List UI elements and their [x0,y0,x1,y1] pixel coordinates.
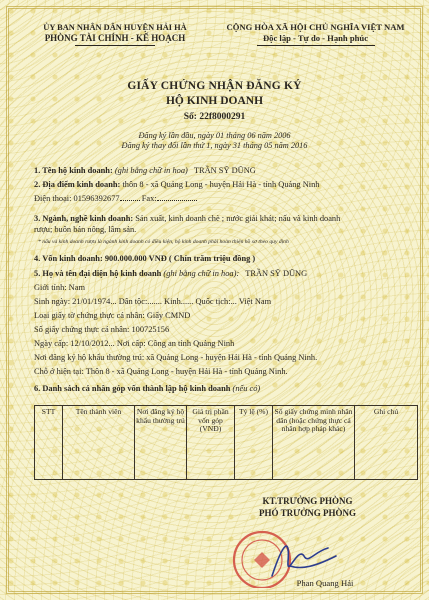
table-header: Giá trị phần vốn góp (VNĐ) [187,406,235,480]
ethnic-value: Kinh [164,297,181,306]
certificate-subtitle: HỘ KINH DOANH [165,95,264,107]
certificate-title: GIẤY CHỨNG NHẬN ĐĂNG KÝ [127,80,302,92]
business-address-value: thôn 8 - xã Quảng Long - huyện Hải Hà - tỉnh Quảng Ninh [122,180,320,189]
business-address-label: 2. Địa điểm kinh doanh: [34,180,121,189]
national-header [213,22,418,46]
capital-label: 4. Vốn kinh doanh: [34,254,103,263]
national-name: CỘNG HÒA XÃ HỘI CHỦ NGHĨA VIỆT NAM [226,22,405,32]
contributors-table [34,405,418,480]
business-name-label: 1. Tên hộ kinh doanh: [34,166,113,175]
table-header: Tỷ lệ (%) [235,406,273,480]
id-number-value: 100725156 [131,325,170,334]
first-registration: Đăng ký lần đầu, ngày 01 tháng 06 năm 2006 [138,131,291,140]
table-header: Ghi chú [355,406,418,480]
nationality-label: Quốc tịch: [195,297,231,306]
trade-line-2 [34,225,419,235]
representative-line [34,269,419,279]
representative-label: 5. Họ và tên đại diện hộ kinh doanh [34,269,162,278]
issue-date-value: 12/10/2012 [70,339,109,348]
permanent-address-line [34,353,419,363]
id-type-line [34,311,419,321]
fax-label: Fax: [141,194,157,203]
dob-label: Sinh ngày: [34,297,71,306]
certificate-number: Số: 22f8000291 [183,112,246,122]
phone-label: Điện thoại: [34,194,72,203]
representative-value: TRẦN SỸ DŨNG [245,269,308,278]
phone-value: 01596392677 [73,194,120,203]
capital-words: ( Chín trăm triệu đồng ) [168,254,256,263]
business-address-line [34,180,419,190]
gender-line [34,283,419,293]
issuer-authority: ỦY BAN NHÂN DÂN HUYỆN HẢI HÀ [43,23,187,32]
trade-label: 3. Ngành, nghề kinh doanh: [34,214,134,223]
permanent-address-label: Nơi đăng ký hộ khẩu thường trú: [34,353,145,362]
change-registration: Đăng ký thay đổi lần thứ 1, ngày 31 tháng 05 năm 2016 [121,141,308,150]
nationality-value: Việt Nam [238,297,272,306]
signer-position-1: KT.TRƯỞNG PHÒNG [262,496,353,506]
business-name-line [34,166,419,176]
contributors-line [34,384,419,394]
issue-date-label: Ngày cấp: [34,339,69,348]
table-header: STT [35,406,63,480]
trade-value-2: rượu; buôn bán nông, lâm sản. [34,225,137,234]
id-number-line [34,325,419,335]
issuer-header [20,22,210,46]
current-address-line [34,367,419,377]
representative-hint: (ghi bằng chữ in hoa): [163,269,240,278]
national-motto: Độc lập - Tự do - Hạnh phúc [262,33,369,43]
gender-label: Giới tính: Nam [34,283,85,292]
dob-line: Sinh ngày: 21/01/1974... Dân tộc:....... Kinh...... Quốc tịch:... Việt Nam [34,297,272,306]
issue-place-label: Nơi cấp: [116,339,146,348]
issue-place-value: Công an tỉnh Quảng Ninh [147,339,235,348]
trade-line [34,214,419,224]
phone-line [34,194,419,204]
issue-line: Ngày cấp: 12/10/2012... Nơi cấp: Công an tỉnh Quảng Ninh [34,339,235,348]
current-address-value: Thôn 8 - xã Quảng Long - huyện Hải Hà - tỉnh Quảng Ninh. [85,367,288,376]
trade-note: * nấu và kinh doanh rượu là ngành kinh doanh có điều kiện, hộ kinh doanh phải hoàn thiện hồ sơ theo quy định [38,239,289,245]
id-type-label: Loại giấy tờ chứng thực cá nhân: [34,311,145,320]
id-number-label: Số giấy chứng thực cá nhân: [34,325,130,334]
capital-line [34,254,419,264]
table-header: Tên thành viên [63,406,135,480]
table-header: Số giấy chứng minh nhân dân (hoặc chứng thực cá nhân hợp pháp khác) [273,406,355,480]
table-header-row [35,406,418,480]
ethnic-label: Dân tộc: [118,297,148,306]
issuer-underline [75,45,155,46]
motto-underline [257,45,375,46]
business-name-value: TRẦN SỸ DŨNG [193,166,256,175]
capital-value: 900.000.000 VNĐ [104,254,167,263]
dob-value: 21/01/1974 [72,297,111,306]
table-header: Nơi đăng ký hộ khẩu thường trú [135,406,187,480]
trade-value-1: Sản xuất, kinh doanh chè ; nước giải khát; nấu và kinh doanh [135,214,341,223]
permanent-address-value: xã Quảng Long - huyện Hải Hà - tỉnh Quảng Ninh. [146,353,318,362]
current-address-label: Chỗ ở hiện tại: [34,367,84,376]
id-type-value: Giấy CMND [146,311,191,320]
contributors-label: 6. Danh sách cá nhân góp vốn thành lập hộ kinh doanh [34,384,231,393]
contributors-hint: (nếu có) [232,384,261,393]
signer-position-2: PHÓ TRƯỞNG PHÒNG [258,508,356,518]
issuer-department: PHÒNG TÀI CHÍNH - KẾ HOẠCH [44,33,186,43]
signer-name: Phan Quang Hải [296,578,354,588]
business-name-hint: (ghi bằng chữ in hoa) [114,166,188,175]
